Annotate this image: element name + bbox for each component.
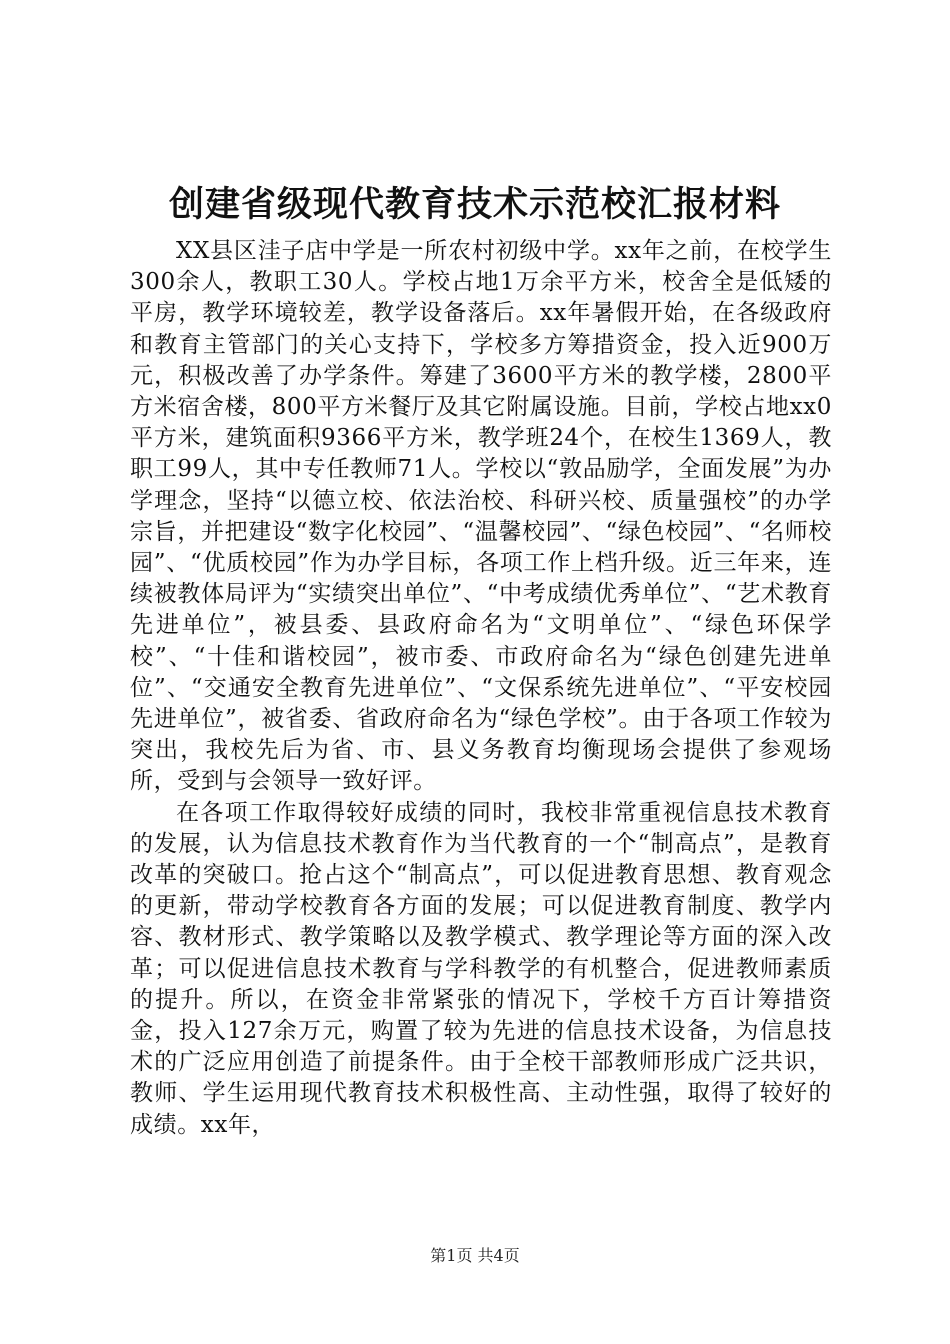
document-title: 创建省级现代教育技术示范校汇报材料 — [168, 184, 781, 225]
paragraph-school-overview: XX县区洼子店中学是一所农村初级中学。xx年之前，在校学生300余人，教职工30人。学校占地1万余平方米，校舍全是低矮的平房，教学环境较差，教学设备落后。xx年暑假开始，在各级政府和教育主管部门的关心支持下，学校多方筹措资金，投入近900万元，积极改善了办学条件。筹建了3600平方米的教学楼，2800平方米宿舍楼，800平方米餐厅及其它附属设施。目前，学校占地xx0平方米，建筑面积9366平方米，教学班24个，在校生1369人，教职工99人，其中专任教师71人。学校以“敦品励学，全面发展”为办学理念，坚持“以德立校、依法治校、科研兴校、质量强校”的办学宗旨，并把建设“数字化校园”、“温馨校园”、“绿色校园”、“名师校园”、“优质校园”作为办学目标，各项工作上档升级。近三年来，连续被教体局评为“实绩突出单位”、“中考成绩优秀单位”、“艺术教育先进单位”，被县委、县政府命名为“文明单位”、“绿色环保学校”、“十佳和谐校园”，被市委、市政府命名为“绿色创建先进单位”、“交通安全教育先进单位”、“文保系统先进单位”、“平安校园先进单位”，被省委、省政府命名为“绿色学校”。由于各项工作较为突出，我校先后为省、市、县义务教育均衡现场会提供了参观场所，受到与会领导一致好评。 — [130, 238, 832, 795]
document-body — [130, 236, 832, 1141]
page-number-footer: 第1页 共4页 — [430, 1246, 520, 1265]
paragraph-it-education: 在各项工作取得较好成绩的同时，我校非常重视信息技术教育的发展，认为信息技术教育作为当代教育的一个“制高点”，是教育改革的突破口。抢占这个“制高点”，可以促进教育思想、教育观念的更新，带动学校教育各方面的发展；可以促进教育制度、教学内容、教材形式、教学策略以及教学模式、教学理论等方面的深入改革；可以促进信息技术教育与学科教学的有机整合，促进教师素质的提升。所以，在资金非常紧张的情况下，学校千方百计筹措资金，投入127余万元，购置了较为先进的信息技术设备，为信息技术的广泛应用创造了前提条件。由于全校干部教师形成广泛共识，教师、学生运用现代教育技术积极性高、主动性强，取得了较好的成绩。xx年， — [130, 799, 832, 1138]
